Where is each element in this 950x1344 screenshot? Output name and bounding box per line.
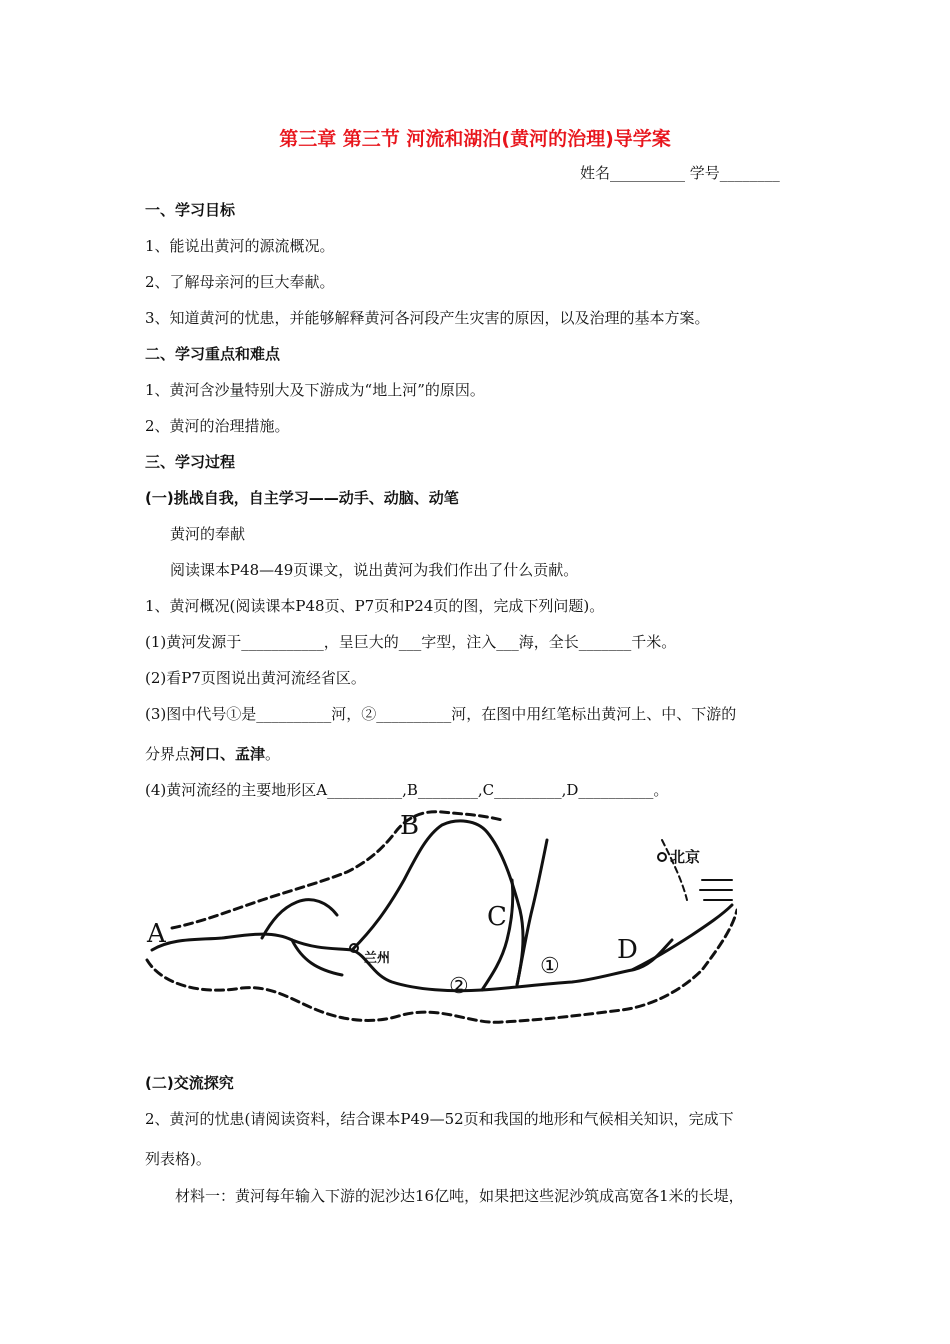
map-label-beijing: 北京 [670,848,701,866]
material-1: 材料一：黄河每年输入下游的泥沙达16亿吨，如果把这些泥沙筑成高宽各1米的长堤， [175,1187,744,1205]
beijing-marker [658,853,666,861]
question-2: (2)看P7页图说出黄河流经省区。 [145,669,366,687]
sub2-line: 列表格)。 [145,1150,211,1168]
sub2-line: 2、黄河的忧患(请阅读资料，结合课本P49—52页和我国的地形和气候相关知识，完成下 [145,1110,734,1128]
boundary-prefix: 分界点 [145,745,191,763]
goals-heading: 一、学习目标 [145,201,236,219]
river-east-delta [632,905,732,970]
process-heading: 三、学习过程 [145,453,236,471]
sub1-heading: (一)挑战自我，自主学习——动手、动脑、动笔 [145,489,459,507]
student-info: 姓名__________ 学号________ [580,164,780,182]
goal-item: 1、能说出黄河的源流概况。 [145,237,335,255]
sub2-heading: (二)交流探究 [145,1074,234,1092]
key-item: 1、黄河含沙量特别大及下游成为“地上河”的原因。 [145,381,485,399]
map-label-b: B [400,811,420,841]
yellow-river-main [152,934,672,991]
tributary-2 [482,880,513,990]
map-label-2: ② [449,974,469,999]
basin-boundary-north [172,812,502,928]
key-heading: 二、学习重点和难点 [145,345,281,363]
tributary-west [262,900,337,938]
map-label-a: A [147,919,166,949]
boundary-suffix: 。 [265,745,281,763]
page-title: 第三章 第三节 河流和湖泊(黄河的治理)导学案 [279,128,671,150]
sub1-line: 1、黄河概况(阅读课本P48页、P7页和P24页的图，完成下列问题)。 [145,597,605,615]
yellow-river-map [142,810,737,1045]
goal-item: 3、知道黄河的忧患，并能够解释黄河各河段产生灾害的原因，以及治理的基本方案。 [145,309,710,327]
question-4: (4)黄河流经的主要地形区A__________,B________,C_________,D__________。 [145,781,669,799]
question-1: (1)黄河发源于___________，呈巨大的___字型，注入___海，全长_______千米。 [145,633,677,651]
boundary-points: 河口、孟津 [190,745,266,763]
sub1-line: 阅读课本P48—49页课文，说出黄河为我们作出了什么贡献。 [170,561,579,579]
sub1-line: 黄河的奉献 [170,525,246,543]
tributary-west-2 [292,940,342,975]
map-label-c: C [487,902,507,932]
boundary-line [145,744,280,764]
map-label-lanzhou: 兰州 [364,951,391,966]
question-3: (3)图中代号①是__________河，②__________河，在图中用红笔标出黄河上、中、下游的 [145,705,737,723]
map-label-1: ① [540,954,560,979]
map-label-d: D [617,935,638,965]
goal-item: 2、了解母亲河的巨大奉献。 [145,273,335,291]
coast-lines [700,880,732,900]
basin-boundary [147,910,737,1022]
key-item: 2、黄河的治理措施。 [145,417,290,435]
